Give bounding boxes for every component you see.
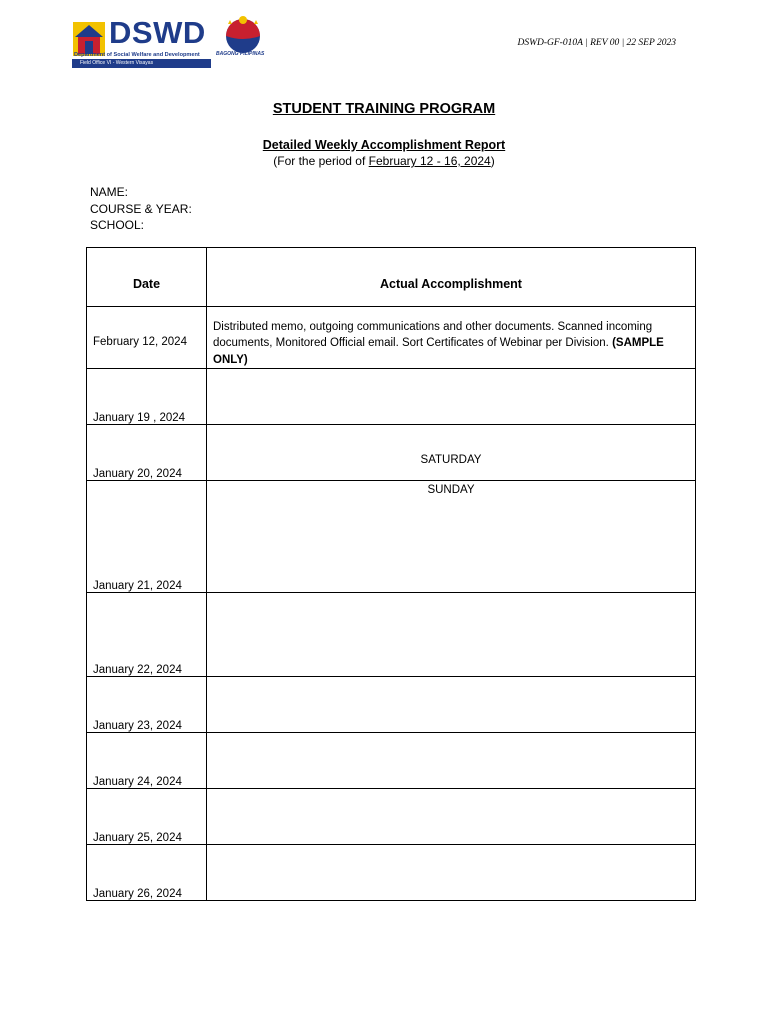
row-date: January 21, 2024	[87, 481, 207, 593]
row-accomplishment: SUNDAY	[207, 481, 696, 593]
table-row	[87, 593, 696, 677]
accomplishment-text: Distributed memo, outgoing communications and other documents. Scanned incoming documents, Monitored Official email. Sort Certificates of Webinar per Division.	[213, 320, 653, 349]
period-suffix: )	[490, 154, 495, 168]
row-accomplishment	[207, 307, 696, 369]
table-row	[87, 307, 696, 369]
row-accomplishment	[207, 789, 696, 845]
row-date: January 26, 2024	[87, 845, 207, 901]
row-date: January 24, 2024	[87, 733, 207, 789]
row-accomplishment	[207, 369, 696, 425]
row-date: February 12, 2024	[87, 307, 207, 369]
course-year-label: COURSE & YEAR:	[90, 201, 192, 216]
logo-department: Department of Social Welfare and Development	[74, 52, 200, 58]
accomplishment-table	[86, 247, 696, 901]
table-row	[87, 369, 696, 425]
name-label: NAME:	[90, 185, 129, 199]
table-header-row	[87, 248, 696, 307]
table-row	[87, 789, 696, 845]
row-date: January 25, 2024	[87, 789, 207, 845]
row-date: January 22, 2024	[87, 593, 207, 677]
logo-wordmark: DSWD	[109, 15, 206, 50]
row-date: January 23, 2024	[87, 677, 207, 733]
sample-only-note: (SAMPLE ONLY)	[213, 337, 664, 366]
period-prefix: (For the period of	[273, 154, 369, 168]
student-info	[90, 184, 192, 234]
document-code: DSWD-GF-010A | REV 00 | 22 SEP 2023	[517, 38, 676, 48]
page-title: STUDENT TRAINING PROGRAM	[272, 101, 496, 117]
period-range: February 12 - 16, 2024	[368, 154, 491, 168]
table-row	[87, 677, 696, 733]
row-date: January 19 , 2024	[87, 369, 207, 425]
table-row	[87, 733, 696, 789]
bagong-pilipinas-text: BAGONG PILIPINAS	[216, 51, 265, 57]
table-row	[87, 845, 696, 901]
row-accomplishment	[207, 845, 696, 901]
accomplishment-column-header: Actual Accomplishment	[207, 248, 696, 307]
report-subtitle: Detailed Weekly Accomplishment Report	[262, 138, 506, 152]
dswd-logo	[72, 14, 272, 70]
row-accomplishment	[207, 677, 696, 733]
row-date: January 20, 2024	[87, 425, 207, 481]
row-accomplishment	[207, 593, 696, 677]
date-column-header: Date	[87, 248, 207, 307]
logo-office-bar: Field Office VI - Western Visayas	[72, 59, 211, 68]
table-row	[87, 481, 696, 593]
school-label: SCHOOL:	[90, 218, 145, 232]
report-period	[0, 154, 768, 168]
table-row	[87, 425, 696, 481]
row-accomplishment: SATURDAY	[207, 425, 696, 481]
row-accomplishment	[207, 733, 696, 789]
